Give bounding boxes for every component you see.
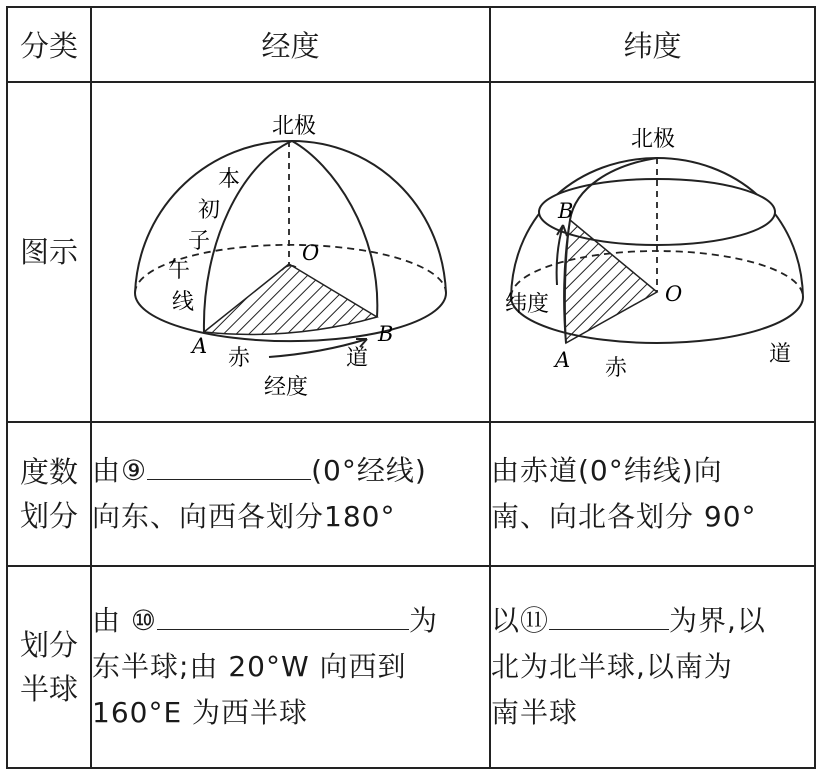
answer-blank-9[interactable] bbox=[147, 449, 311, 480]
longitude-measure-label: 经度 bbox=[264, 375, 309, 400]
latitude-diagram-cell bbox=[490, 82, 815, 422]
header-category: 分类 bbox=[7, 7, 91, 82]
longitude-hemisphere-cell bbox=[91, 566, 490, 768]
hemisphere-row bbox=[7, 566, 815, 768]
point-a-label: A bbox=[555, 348, 571, 372]
meridian-char-4: 午 bbox=[168, 258, 191, 283]
meridian-char-5: 线 bbox=[172, 290, 195, 315]
latitude-hemisphere-line2: 北为北半球,以南为 bbox=[491, 650, 733, 683]
diagram-row bbox=[7, 82, 815, 422]
equator-left-label: 赤 bbox=[228, 346, 251, 371]
point-o-label: O bbox=[302, 241, 320, 265]
latitude-division-line2: 南、向北各划分 90° bbox=[491, 500, 757, 533]
equator-right-label: 道 bbox=[346, 346, 369, 371]
latitude-hemisphere-line1: 以⑪ 为界,以 bbox=[491, 598, 814, 644]
equator-left-label: 赤 bbox=[605, 356, 628, 381]
north-pole-label: 北极 bbox=[272, 114, 317, 139]
latitude-hemisphere-cell bbox=[490, 566, 815, 768]
latitude-division-cell bbox=[490, 422, 815, 566]
point-b-label: B bbox=[558, 199, 574, 223]
answer-blank-10[interactable] bbox=[157, 599, 409, 630]
division-row-label bbox=[7, 422, 91, 566]
hemisphere-row-label bbox=[7, 566, 91, 768]
point-a-label: A bbox=[192, 334, 208, 358]
division-label-line1: 度数 bbox=[19, 455, 78, 489]
meridian-char-1: 本 bbox=[218, 167, 241, 192]
longitude-sector bbox=[204, 264, 377, 334]
latitude-division-line1: 由赤道(0°纬线)向 bbox=[491, 454, 723, 487]
division-label-line2: 划分 bbox=[19, 499, 78, 533]
header-row bbox=[7, 7, 815, 82]
hemisphere-label-line2: 半球 bbox=[19, 672, 78, 706]
latitude-hemisphere-line3: 南半球 bbox=[491, 696, 579, 729]
longitude-division-line2: 向东、向西各划分180° bbox=[92, 500, 396, 533]
longitude-hemisphere-line2: 东半球;由 20°W 向西到 bbox=[92, 650, 407, 683]
latitude-measure-label: 纬度 bbox=[505, 292, 550, 317]
header-longitude: 经度 bbox=[91, 7, 490, 82]
division-row bbox=[7, 422, 815, 566]
meridian-char-3: 子 bbox=[188, 229, 211, 254]
longitude-hemisphere-line1: 由 ⑩ 为 bbox=[92, 598, 489, 644]
north-pole-label: 北极 bbox=[631, 127, 676, 152]
geo-table bbox=[6, 6, 816, 769]
diagram-row-label: 图示 bbox=[7, 82, 91, 422]
equator-right-label: 道 bbox=[769, 342, 792, 367]
longitude-hemisphere-line3: 160°E 为西半球 bbox=[92, 696, 309, 729]
hemisphere-label-line1: 划分 bbox=[19, 628, 78, 662]
answer-blank-11[interactable] bbox=[549, 599, 669, 630]
meridian-char-2: 初 bbox=[198, 198, 221, 223]
longitude-division-line1: 由⑨ (0°经线) bbox=[92, 448, 489, 494]
point-o-label: O bbox=[665, 282, 683, 306]
longitude-hemisphere-diagram bbox=[92, 83, 491, 417]
latitude-hemisphere-diagram bbox=[491, 83, 816, 417]
longitude-division-cell bbox=[91, 422, 490, 566]
point-b-label: B bbox=[378, 322, 394, 346]
longitude-diagram-cell bbox=[91, 82, 490, 422]
header-latitude: 纬度 bbox=[490, 7, 815, 82]
